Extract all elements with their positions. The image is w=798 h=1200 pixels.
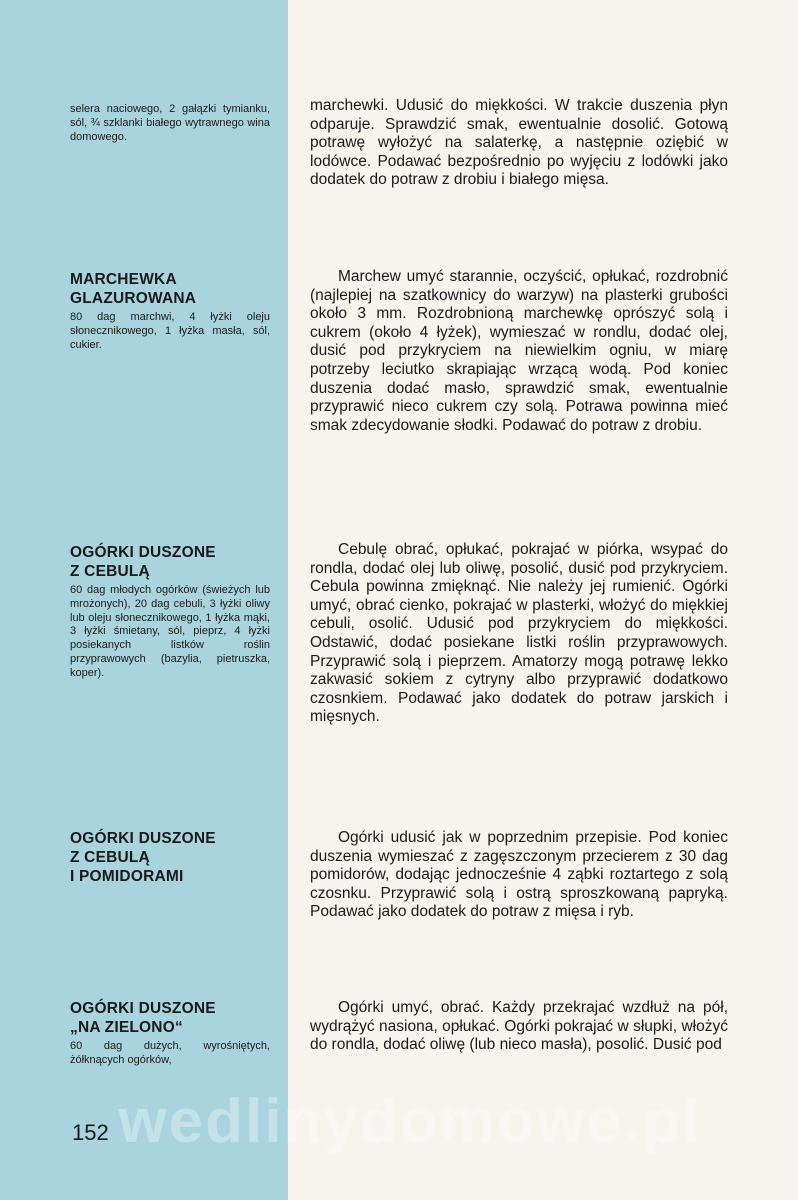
recipe-ogorki-duszone-z-pomidorami <box>70 829 270 889</box>
sidebar-panel <box>0 0 288 1200</box>
recipe-title-line: GLAZUROWANA <box>70 290 197 307</box>
paragraph: Marchew umyć starannie, oczyścić, opłukać, rozdrobnić (najlepiej na szatkownicy do warzyw) na plasterki grubości około 3 mm. Rozdrobnioną marchewkę oprószyć solą i cukrem (około 4 łyżek), wymieszać w rondlu, dodać olej, dusić pod przykryciem na niewielkim ogniu, w miarę potrzeby leciutko skrapiając wrzącą wodą. Pod koniec duszenia dodać masło, sprawdzić smak, ewentualnie przyprawić nieco cukrem czy solą. Potrawa powinna mieć smak zdecydowanie słodki. Podawać do potraw z drobiu. <box>310 268 728 434</box>
paragraph: marchewki. Udusić do miękkości. W trakcie duszenia płyn odparuje. Sprawdzić smak, ewentualnie dosolić. Gotową potrawę wyłożyć na salaterkę, a następnie oziębić w lodówce. Podawać bezpośrednio po wyjęciu z lodówki jako dodatek do potraw z drobiu i białego mięsa. <box>310 97 728 189</box>
main-paragraph-ogorki-cebula <box>310 541 728 727</box>
main-paragraph-marchewka <box>310 268 728 435</box>
recipe-ogorki-na-zielono <box>70 999 270 1068</box>
main-paragraph-ogorki-na-zielono <box>310 999 728 1055</box>
page-number: 152 <box>72 1120 109 1145</box>
recipe-title-line: OGÓRKI DUSZONE <box>70 830 216 847</box>
intro-ingredients-block <box>70 103 270 144</box>
recipe-title <box>70 829 270 886</box>
recipe-ingredients: 60 dag młodych ogórków (świeżych lub mrożonych), 20 dag cebuli, 3 łyżki oliwy lub oleju słonecznikowego, 1 łyżka mąki, 3 łyżki śmietany, sól, pieprz, 4 łyżki posiekanych listków roślin przyprawowych (bazylia, pietruszka, koper). <box>70 584 270 679</box>
paragraph: Cebulę obrać, opłukać, pokrajać w piórka, wsypać do rondla, dodać olej lub oliwę, posolić, dusić pod przykryciem. Cebula powinna zmięknąć. Nie należy jej rumienić. Ogórki umyć, obrać cienko, pokrajać w plasterki, włożyć do miękkiej cebuli, osolić. Udusić pod przykryciem do miękkości. Odstawić, dodać posiekane listki roślin przyprawowych. Przyprawić solą i pieprzem. Amatorzy mogą potrawę lekko zakwasić sokiem z cytryny albo przyprawić dodatkowo czosnkiem. Podawać jako dodatek do potraw jarskich i mięsnych. <box>310 541 728 726</box>
recipe-title <box>70 999 270 1037</box>
paragraph: Ogórki umyć, obrać. Każdy przekrajać wzdłuż na pół, wydrążyć nasiona, opłukać. Ogórki pokrajać w słupki, włożyć do rondla, dodać oliwę (lub nieco masła), posolić. Dusić pod <box>310 999 728 1054</box>
paragraph: Ogórki udusić jak w poprzednim przepisie. Pod koniec duszenia wymieszać z zagęszczonym przecierem z 30 dag pomidorów, dodając jednocześnie 4 ząbki roztartego z solą czosnku. Przyprawić solą i ostrą sproszkowaną papryką. Podawać jako dodatek do potraw z mięsa i ryb. <box>310 829 728 921</box>
recipe-marchewka-glazurowana <box>70 270 270 352</box>
recipe-title-line: OGÓRKI DUSZONE <box>70 1000 216 1017</box>
recipe-title-line: OGÓRKI DUSZONE <box>70 544 216 561</box>
recipe-title-line: I POMIDORAMI <box>70 868 184 885</box>
recipe-title-line: Z CEBULĄ <box>70 849 150 866</box>
recipe-ingredients: 80 dag marchwi, 4 łyżki oleju słonecznikowego, 1 łyżka masła, sól, cukier. <box>70 311 270 351</box>
main-paragraph-ogorki-pomidory <box>310 829 728 922</box>
recipe-title-line: „NA ZIELONO“ <box>70 1019 183 1036</box>
recipe-title-line: MARCHEWKA <box>70 271 177 288</box>
watermark: wedlinydomowe.pl <box>118 1087 702 1156</box>
main-paragraph-continuation <box>310 97 728 190</box>
recipe-title-line: Z CEBULĄ <box>70 563 150 580</box>
recipe-ingredients: 60 dag dużych, wyrośniętych, żółknących ogórków, <box>70 1040 270 1066</box>
recipe-title <box>70 270 270 308</box>
recipe-ogorki-duszone-z-cebula <box>70 543 270 681</box>
recipe-title <box>70 543 270 581</box>
intro-ingredients: selera naciowego, 2 gałązki tymianku, sól, ¾ szklanki białego wytrawnego wina domowego. <box>70 103 270 143</box>
